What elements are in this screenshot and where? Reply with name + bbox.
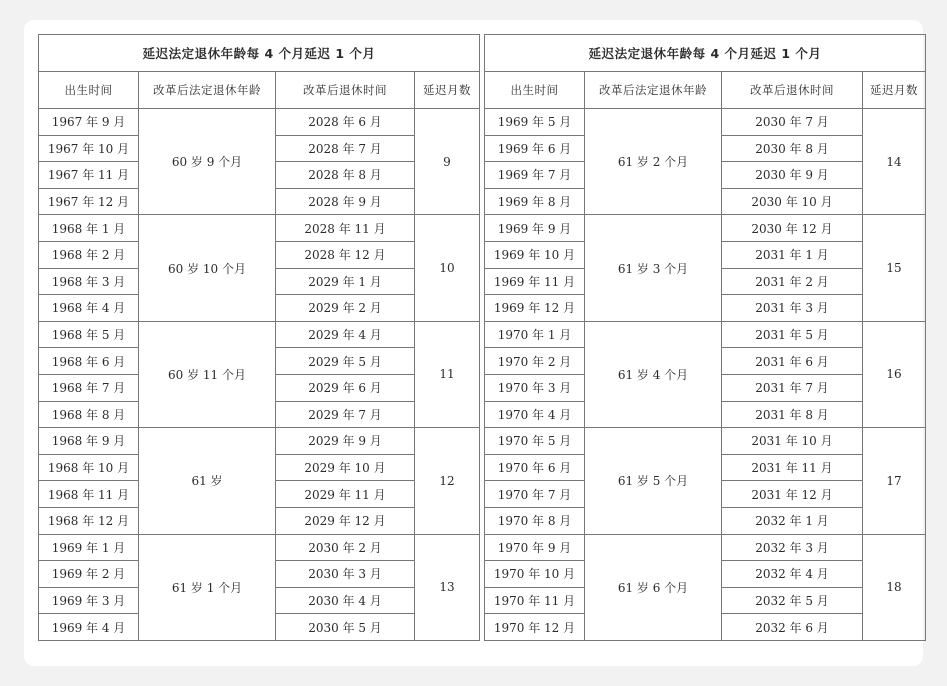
cell-birth-time: 1970 年 1 月 (485, 321, 585, 348)
cell-birth-time: 1970 年 4 月 (485, 401, 585, 428)
cell-retirement-time: 2030 年 8 月 (722, 135, 863, 162)
cell-retirement-time: 2030 年 12 月 (722, 215, 863, 242)
cell-birth-time: 1970 年 2 月 (485, 348, 585, 375)
table-row (485, 428, 926, 455)
cell-birth-time: 1968 年 5 月 (39, 321, 139, 348)
cell-delay-months: 10 (415, 215, 480, 321)
cell-retirement-age: 60 岁 10 个月 (139, 215, 276, 321)
header-retirement-age: 改革后法定退休年龄 (139, 72, 276, 109)
cell-retirement-time: 2028 年 7 月 (276, 135, 415, 162)
table-row (39, 109, 480, 136)
cell-birth-time: 1967 年 9 月 (39, 109, 139, 136)
header-birth-time: 出生时间 (39, 72, 139, 109)
table-row (485, 215, 926, 242)
table-header-row (485, 72, 926, 109)
table-row (485, 534, 926, 561)
cell-birth-time: 1969 年 6 月 (485, 135, 585, 162)
table-title: 延迟法定退休年龄每 4 个月延迟 1 个月 (39, 35, 480, 72)
table-title: 延迟法定退休年龄每 4 个月延迟 1 个月 (485, 35, 926, 72)
cell-retirement-time: 2029 年 6 月 (276, 374, 415, 401)
cell-retirement-age: 61 岁 3 个月 (585, 215, 722, 321)
header-delay-months: 延迟月数 (863, 72, 926, 109)
cell-birth-time: 1969 年 5 月 (485, 109, 585, 136)
cell-retirement-age: 60 岁 11 个月 (139, 321, 276, 427)
cell-retirement-time: 2029 年 9 月 (276, 428, 415, 455)
cell-birth-time: 1968 年 11 月 (39, 481, 139, 508)
cell-retirement-time: 2032 年 6 月 (722, 614, 863, 641)
table-title-row (39, 35, 480, 72)
cell-retirement-time: 2031 年 2 月 (722, 268, 863, 295)
cell-retirement-time: 2030 年 2 月 (276, 534, 415, 561)
table-row (485, 109, 926, 136)
cell-birth-time: 1970 年 11 月 (485, 587, 585, 614)
cell-birth-time: 1968 年 3 月 (39, 268, 139, 295)
cell-retirement-age: 61 岁 6 个月 (585, 534, 722, 640)
cell-retirement-time: 2029 年 5 月 (276, 348, 415, 375)
cell-retirement-time: 2030 年 10 月 (722, 188, 863, 215)
cell-retirement-time: 2032 年 1 月 (722, 507, 863, 534)
cell-birth-time: 1970 年 8 月 (485, 507, 585, 534)
cell-birth-time: 1969 年 8 月 (485, 188, 585, 215)
cell-retirement-age: 60 岁 9 个月 (139, 109, 276, 215)
cell-retirement-time: 2031 年 1 月 (722, 241, 863, 268)
cell-retirement-time: 2031 年 3 月 (722, 295, 863, 322)
cell-birth-time: 1968 年 6 月 (39, 348, 139, 375)
cell-delay-months: 12 (415, 428, 480, 534)
cell-retirement-time: 2030 年 9 月 (722, 162, 863, 189)
cell-retirement-time: 2029 年 12 月 (276, 507, 415, 534)
header-birth-time: 出生时间 (485, 72, 585, 109)
retirement-table-right (484, 34, 926, 641)
cell-retirement-time: 2032 年 4 月 (722, 561, 863, 588)
cell-retirement-time: 2030 年 7 月 (722, 109, 863, 136)
header-retirement-time: 改革后退休时间 (722, 72, 863, 109)
cell-birth-time: 1968 年 1 月 (39, 215, 139, 242)
cell-retirement-time: 2029 年 4 月 (276, 321, 415, 348)
retirement-table-left (38, 34, 480, 641)
header-delay-months: 延迟月数 (415, 72, 480, 109)
cell-retirement-time: 2029 年 11 月 (276, 481, 415, 508)
cell-birth-time: 1969 年 12 月 (485, 295, 585, 322)
cell-birth-time: 1969 年 9 月 (485, 215, 585, 242)
table-row (39, 534, 480, 561)
cell-delay-months: 16 (863, 321, 926, 427)
cell-delay-months: 9 (415, 109, 480, 215)
cell-birth-time: 1969 年 11 月 (485, 268, 585, 295)
cell-retirement-time: 2030 年 4 月 (276, 587, 415, 614)
cell-birth-time: 1969 年 7 月 (485, 162, 585, 189)
cell-delay-months: 13 (415, 534, 480, 640)
tables-container (38, 34, 926, 641)
cell-birth-time: 1970 年 3 月 (485, 374, 585, 401)
cell-birth-time: 1970 年 5 月 (485, 428, 585, 455)
cell-birth-time: 1970 年 6 月 (485, 454, 585, 481)
cell-birth-time: 1968 年 12 月 (39, 507, 139, 534)
cell-birth-time: 1970 年 10 月 (485, 561, 585, 588)
cell-retirement-time: 2028 年 9 月 (276, 188, 415, 215)
cell-retirement-time: 2031 年 8 月 (722, 401, 863, 428)
cell-retirement-time: 2029 年 10 月 (276, 454, 415, 481)
cell-retirement-time: 2029 年 2 月 (276, 295, 415, 322)
cell-retirement-time: 2031 年 11 月 (722, 454, 863, 481)
cell-retirement-time: 2029 年 1 月 (276, 268, 415, 295)
cell-delay-months: 11 (415, 321, 480, 427)
cell-retirement-time: 2028 年 8 月 (276, 162, 415, 189)
cell-retirement-time: 2032 年 3 月 (722, 534, 863, 561)
cell-birth-time: 1968 年 7 月 (39, 374, 139, 401)
cell-retirement-age: 61 岁 2 个月 (585, 109, 722, 215)
cell-retirement-time: 2031 年 7 月 (722, 374, 863, 401)
cell-birth-time: 1970 年 12 月 (485, 614, 585, 641)
header-retirement-age: 改革后法定退休年龄 (585, 72, 722, 109)
cell-birth-time: 1969 年 2 月 (39, 561, 139, 588)
cell-retirement-age: 61 岁 5 个月 (585, 428, 722, 534)
cell-birth-time: 1968 年 8 月 (39, 401, 139, 428)
cell-retirement-time: 2028 年 12 月 (276, 241, 415, 268)
content-card (24, 20, 923, 666)
cell-delay-months: 14 (863, 109, 926, 215)
cell-birth-time: 1967 年 12 月 (39, 188, 139, 215)
table-row (39, 428, 480, 455)
cell-retirement-age: 61 岁 (139, 428, 276, 534)
cell-retirement-time: 2031 年 12 月 (722, 481, 863, 508)
cell-birth-time: 1969 年 4 月 (39, 614, 139, 641)
cell-birth-time: 1970 年 7 月 (485, 481, 585, 508)
cell-delay-months: 17 (863, 428, 926, 534)
cell-delay-months: 18 (863, 534, 926, 640)
cell-birth-time: 1968 年 4 月 (39, 295, 139, 322)
table-row (39, 321, 480, 348)
table-row (485, 321, 926, 348)
cell-retirement-time: 2030 年 3 月 (276, 561, 415, 588)
cell-birth-time: 1967 年 10 月 (39, 135, 139, 162)
cell-retirement-time: 2031 年 10 月 (722, 428, 863, 455)
table-row (39, 215, 480, 242)
cell-retirement-age: 61 岁 1 个月 (139, 534, 276, 640)
cell-birth-time: 1969 年 1 月 (39, 534, 139, 561)
cell-retirement-time: 2030 年 5 月 (276, 614, 415, 641)
cell-retirement-time: 2032 年 5 月 (722, 587, 863, 614)
cell-retirement-time: 2029 年 7 月 (276, 401, 415, 428)
cell-retirement-time: 2028 年 6 月 (276, 109, 415, 136)
cell-birth-time: 1967 年 11 月 (39, 162, 139, 189)
table-title-row (485, 35, 926, 72)
cell-delay-months: 15 (863, 215, 926, 321)
cell-birth-time: 1970 年 9 月 (485, 534, 585, 561)
cell-birth-time: 1968 年 2 月 (39, 241, 139, 268)
cell-birth-time: 1969 年 10 月 (485, 241, 585, 268)
cell-birth-time: 1969 年 3 月 (39, 587, 139, 614)
cell-birth-time: 1968 年 10 月 (39, 454, 139, 481)
header-retirement-time: 改革后退休时间 (276, 72, 415, 109)
cell-retirement-age: 61 岁 4 个月 (585, 321, 722, 427)
cell-retirement-time: 2031 年 5 月 (722, 321, 863, 348)
cell-retirement-time: 2031 年 6 月 (722, 348, 863, 375)
table-header-row (39, 72, 480, 109)
cell-retirement-time: 2028 年 11 月 (276, 215, 415, 242)
cell-birth-time: 1968 年 9 月 (39, 428, 139, 455)
